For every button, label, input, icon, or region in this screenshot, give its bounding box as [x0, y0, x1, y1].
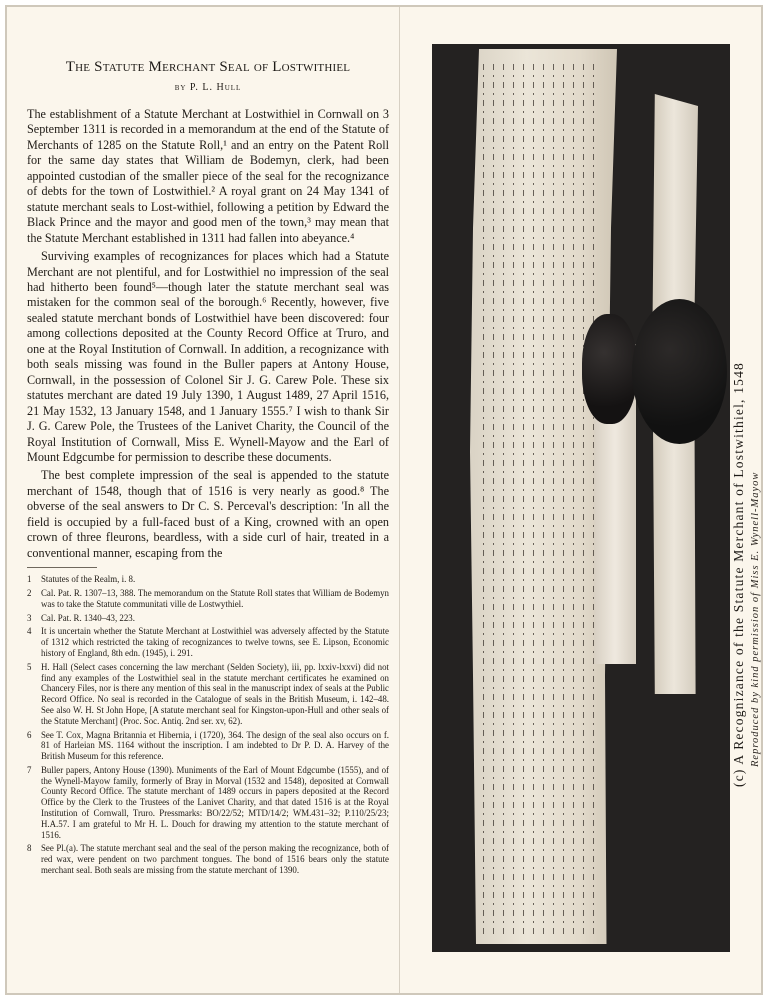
article-body [27, 107, 389, 561]
paragraph: The best complete impression of the seal is appended to the statute merchant of 1548, though that of 1516 is very nearly as good.⁸ The obverse of the seal answers to Dr C. S. Perceval's description: 'In all the field is occupied by a full-faced bust of a King, crowned with an open crown of three fleurons, beardless, with a side curl of hair, treated in a conventional manner, escaping from the [27, 468, 389, 560]
footnote: 7 Buller papers, Antony House (1390). Muniments of the Earl of Mount Edgcumbe (1555), and of the Wynell-Mayow family, formerly of Bray in Morval (1532 and 1548), deposited at Cornwall County Record Office. The statute merchant of 1489 occurs in papers deposited at the Record Office by the Clerk to the Trustees of the Lanivet Charity, and that dated 1516 is at the Royal Institution of Cornwall, Truro. Pressmarks: BO/22/52; MTD/14/2; WM.431–32; P.110/25/23; H.A.57. I am grateful to Mr H. L. Douch for drawing my attention to the statute merchant of 1516. [27, 764, 389, 840]
article-column [27, 59, 389, 879]
caption-credit: Reproduced by kind permission of Miss E. Wynell-Mayow [750, 471, 761, 767]
footnote-rule [27, 567, 97, 568]
footnote: 8 See Pl.(a). The statute merchant seal and the seal of the person making the recognizance, both of red wax, were pendent on two parchment tongues. The bond of 1516 bears only the statute merchant seal. Both seals are missing from the statute merchant of 1390. [27, 843, 389, 876]
footnote: 1 Statutes of the Realm, i. 8. [27, 574, 136, 585]
page-gutter [399, 7, 400, 993]
footnote: 4 It is uncertain whether the Statute Merchant at Lostwithiel was adversely affected by the Statute of 1312 which restricted the taking of recognizances to twelve towns, see E. Lipson, Economic history of England, 8th edn. (1945), i. 291. [27, 626, 389, 658]
plate-caption [725, 47, 765, 952]
plate-photograph [432, 44, 730, 952]
footnote: 2 Cal. Pat. R. 1307–13, 388. The memorandum on the Statute Roll states that William de Bodemyn was to take the Statute communitati ville de Lostwythiel. [27, 587, 389, 609]
footnote: 3 Cal. Pat. R. 1340–43, 223. [27, 612, 135, 623]
paragraph: The establishment of a Statute Merchant at Lostwithiel in Cornwall on 3 September 1311 is recorded in a memorandum at the end of the Statute of Merchants of 1285 on the Statute Roll,¹ and an entry on the Patent Roll for the same day states that William de Bodemyn, clerk, had been appointed custodian of the smaller piece of the seal for the recognizance of debts for the town of Lostwithiel.² A royal grant on 24 May 1341 of statute merchant seals to Lost-withiel, following a petition by Edward the Black Prince and the mayor and good men of the town,³ may mean that the Statute Merchant established in 1311 had fallen into abeyance.⁴ [27, 107, 389, 245]
wax-seal [632, 299, 727, 444]
wax-seal [582, 314, 637, 424]
footnote: 5 H. Hall (Select cases concerning the law merchant (Selden Society), iii, pp. lxxiv-lxxvi) did not find any examples of the Lostwithiel seal in the statute merchant certificates he examined on Chancery Files, nor is there any mention of this seal in the manuscript index of seals at the Public Record Office. No seal is recorded in the Catalogue of seals in the British Museum, i. 142–48. See also W. H. St John Hope, [A statute merchant seal for Kingston-upon-Hull and other seals of the Statute Merchant] (Proc. Soc. Antiq. 2nd ser. xv, 62). [27, 661, 389, 726]
article-author: by P. L. Hull [174, 82, 242, 93]
caption-title: (c) A Recognizance of the Statute Merchant of Lostwithiel, 1548 [731, 362, 746, 787]
journal-page [5, 5, 763, 995]
paragraph: Surviving examples of recognizances for places which had a Statute Merchant are not plentiful, and for Lostwithiel no impression of the seal had hitherto been found⁵—though later the statute merchant seal was mistaken for the common seal of the borough.⁶ Recently, however, five sealed statute merchant bonds of Lostwithiel have been discovered: four among collections deposited at the County Record Office at Truro, and one at the Royal Institution of Cornwall. In addition, a recognizance with both seals missing was found in the Buller papers at Antony House, Cornwall, in the possession of Colonel Sir J. G. Carew Pole. These six statutes merchant are dated 19 July 1390, 1 August 1489, 27 April 1516, 21 May 1532, 13 January 1548, and 1 January 1555.⁷ I wish to thank Sir J. G. Carew Pole, the Trustees of the Lanivet Charity, the Council of the Royal Institution of Cornwall, Miss E. Wynell-Mayow and the Earl of Mount Edgcumbe for permission to describe these documents. [27, 249, 389, 464]
article-title: The Statute Merchant Seal of Lostwithiel [65, 59, 351, 75]
footnote: 6 See T. Cox, Magna Britannia et Hibernia, i (1720), 364. The design of the seal also occurs on f. 81 of Harleian MS. 1164 without the inscription. I am indebted to Dr P. D. A. Harvey of the British Museum for this reference. [27, 729, 389, 762]
handwritten-script [477, 64, 607, 934]
footnotes [27, 574, 389, 876]
